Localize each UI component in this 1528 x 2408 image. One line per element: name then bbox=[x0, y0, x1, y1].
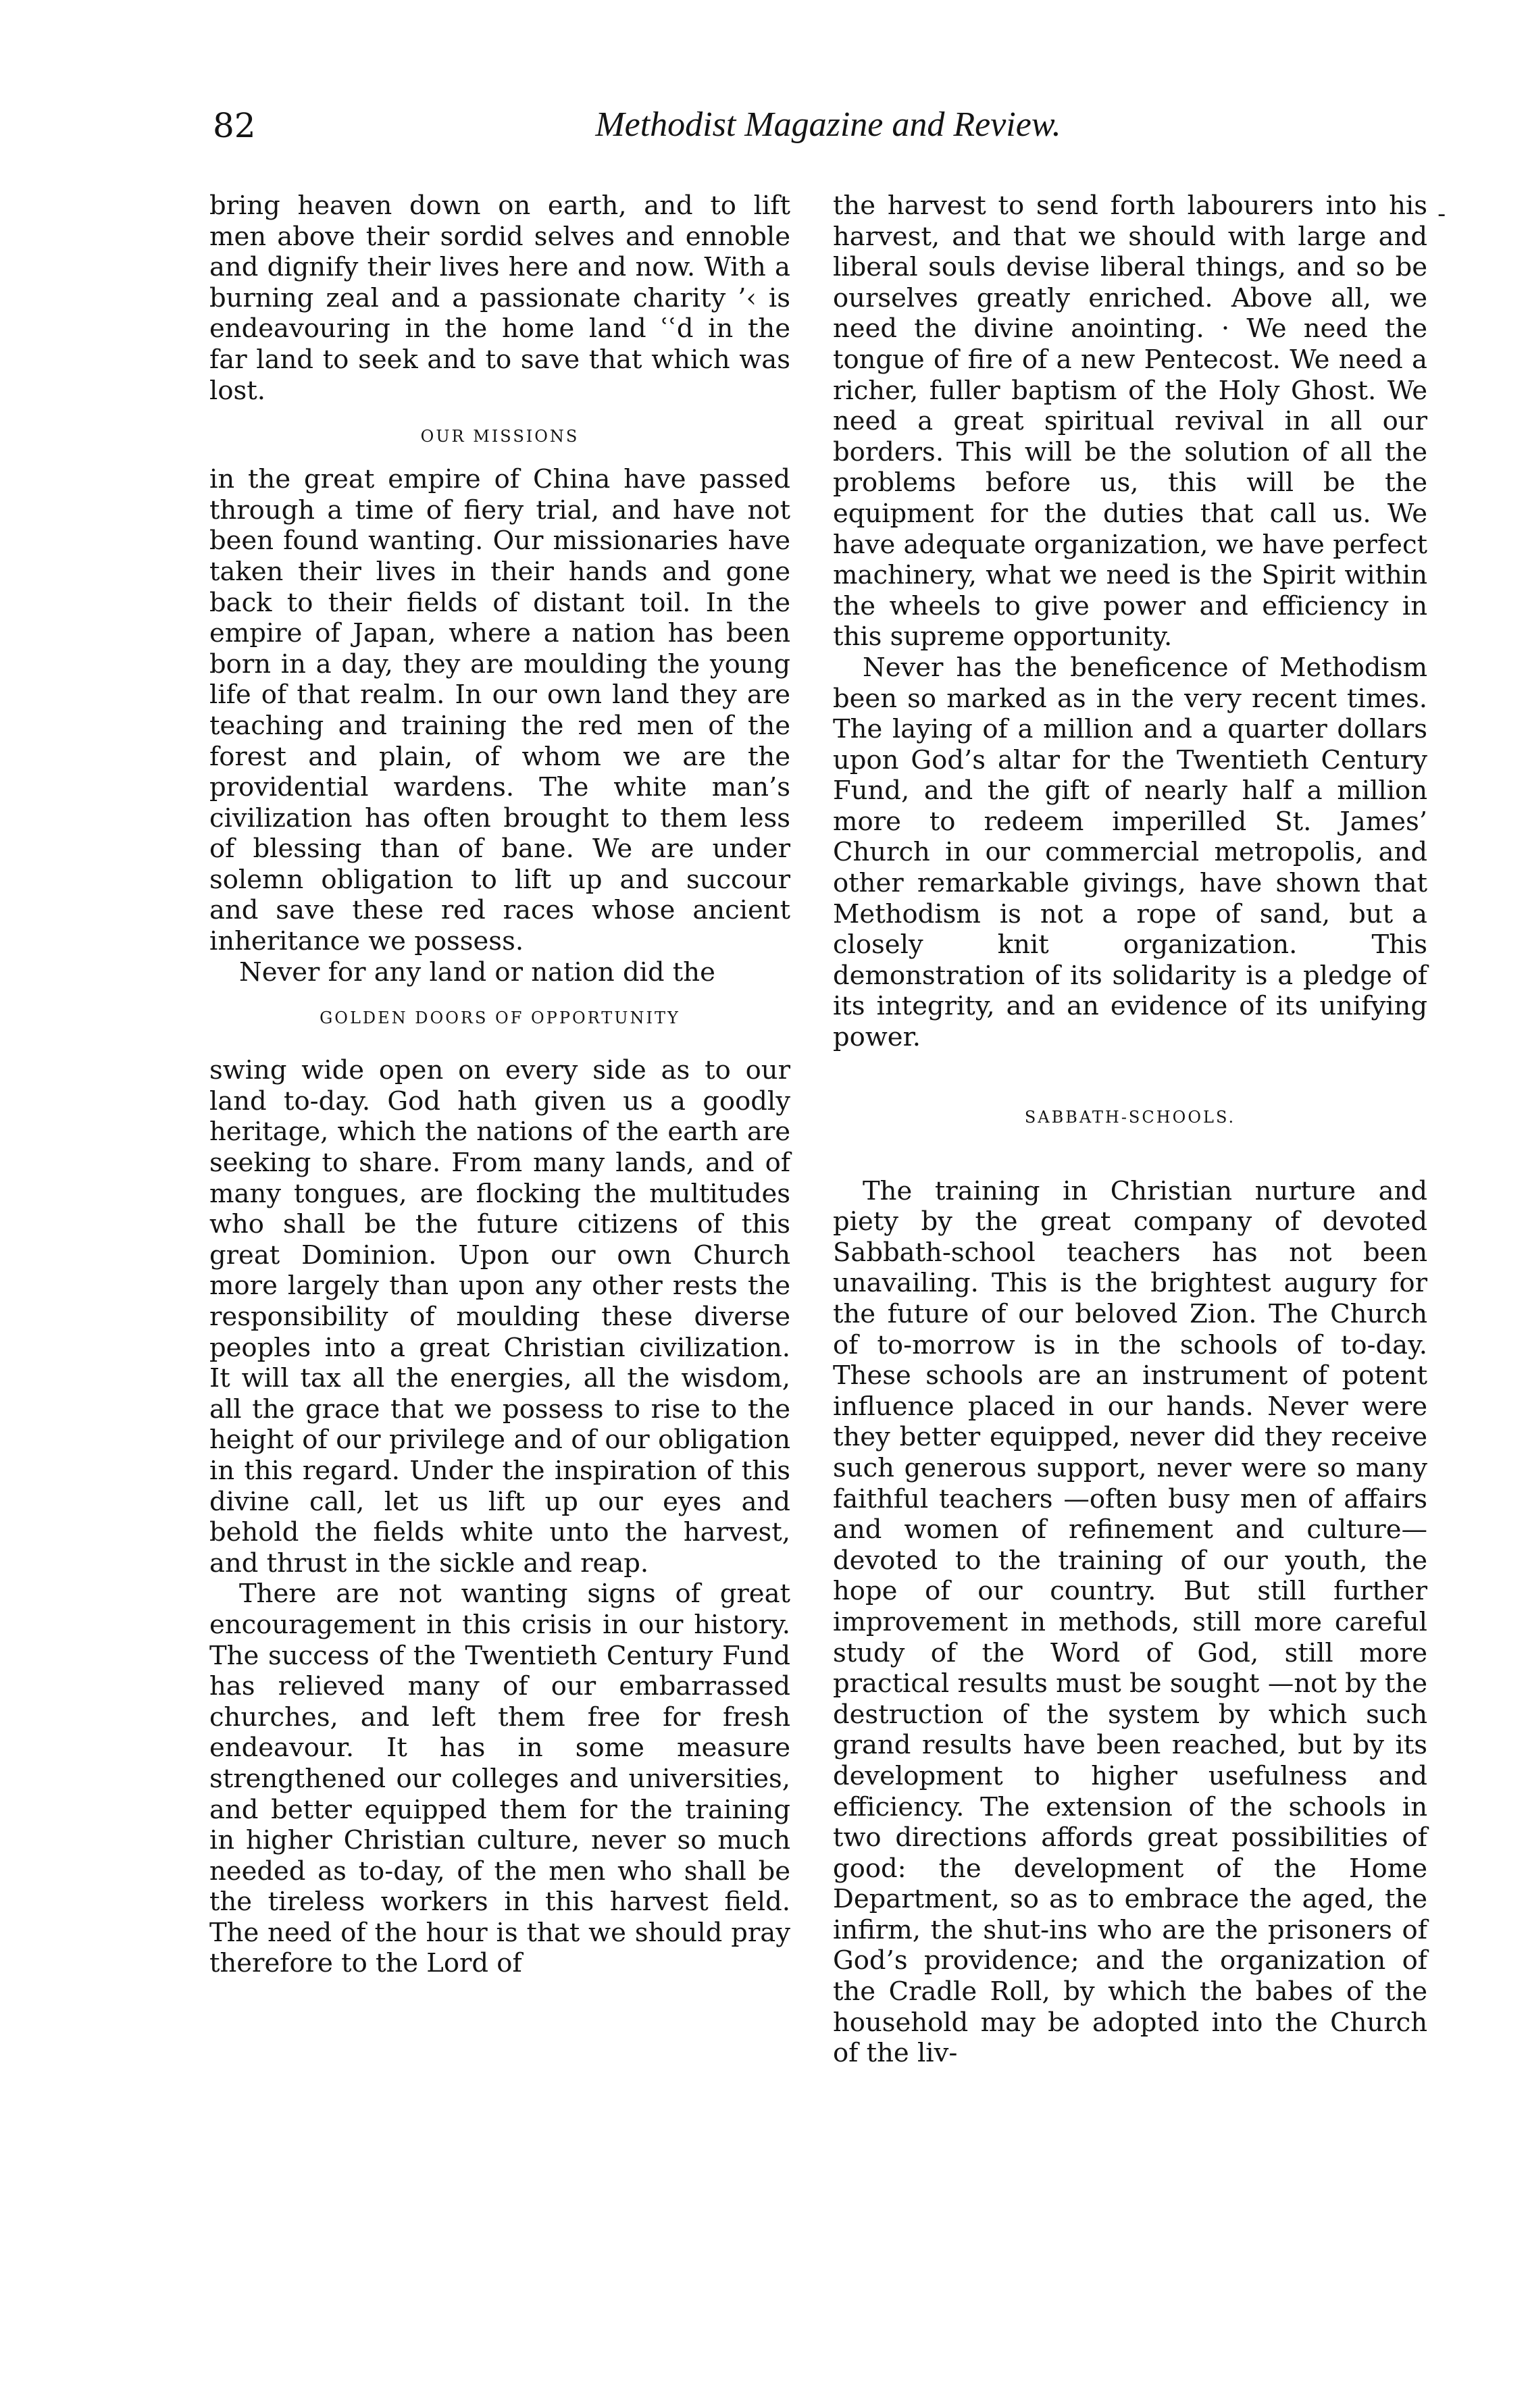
section-heading-golden-doors: GOLDEN DOORS OF OPPORTUNITY bbox=[320, 1008, 680, 1028]
left-paragraph-2: in the great empire of China have passed through a time of fiery trial, and have not been found wanting. Our missionaries have taken their lives in their hands and gone back to their fields of distant toil. In the empire of Japan, where a nation has been born in a day, they are moulding the young life of that realm. In our own land they are teaching and training the red men of the forest and plain, of whom we are the providential wardens. The white man’s civilization has often brought to them less of blessing than of bane. We are under solemn obligation to lift up and succour and save these red races whose ancient inheritance we possess. bbox=[209, 464, 790, 957]
left-column bbox=[209, 190, 790, 1979]
right-paragraph-2: Never has the beneficence of Methodism been so marked as in the very recent times. The laying of a million and a quarter dollars upon God’s altar for the Twentieth Century Fund, and the gift of nearly half a million more to redeem imperilled St. James’ Church in our commercial metropolis, and other remarkable givings, have shown that Methodism is not a rope of sand, but a closely knit organization. This demonstration of its solidarity is a pledge of its integrity, and an evidence of its unifying power. bbox=[833, 652, 1427, 1053]
section-heading-sabbath-schools: SABBATH-SCHOOLS. bbox=[1024, 1107, 1236, 1127]
section-heading-our-missions: OUR MISSIONS bbox=[420, 427, 580, 446]
left-paragraph-4: swing wide open on every side as to our land to-day. God hath given us a goodly heritage, which the nations of the earth are seeking to share. From many lands, and of many tongues, are flocking the multitudes who shall be the future citizens of this great Dominion. Upon our own Church more largely than upon any other rests the responsibility of moulding these diverse peoples into a great Christian civilization. It will tax all the energies, all the wisdom, all the grace that we possess to rise to the height of our privilege and of our obligation in this regard. Under the inspiration of this divine call, let us lift up our eyes and behold the fields white unto the harvest, and thrust in the sickle and reap. bbox=[209, 1055, 790, 1579]
left-paragraph-5: There are not wanting signs of great encouragement in this crisis in our history. The success of the Twentieth Century Fund has relieved many of our embarrassed churches, and left them free for fresh endeavour. It has in some measure strengthened our colleges and universities, and better equipped them for the training in higher Christian culture, never so much needed as to-day, of the men who shall be the tireless workers in this harvest field. The need of the hour is that we should pray therefore to the Lord of bbox=[209, 1579, 790, 1979]
right-paragraph-3: The training in Christian nurture and piety by the great company of devoted Sabbath-school teachers has not been unavailing. This is the brightest augury for the future of our beloved Zion. The Church of to-morrow is in the schools of to-day. These schools are an instrument of potent influence placed in our hands. Never were they better equipped, never did they receive such generous support, never were so many faithful teachers —often busy men of affairs and women of refinement and culture—devoted to the training of our youth, the hope of our country. But still further improvement in methods, still more careful study of the Word of God, still more practical results must be sought —not by the destruction of the system by which such grand results have been reached, but by its development to higher usefulness and efficiency. The extension of the schools in two directions affords great possibilities of good: the development of the Home Department, so as to embrace the aged, the infirm, the shut-ins who are the prisoners of God’s providence; and the organization of the Cradle Roll, by which the babes of the household may be adopted into the Church of the liv- bbox=[833, 1175, 1427, 2069]
left-paragraph-1: bring heaven down on earth, and to lift men above their sordid selves and ennoble and dignify their lives here and now. With a burning zeal and a passionate charity ’‹ is endeavouring in the home land ʿʿd in the far land to seek and to save that which was lost. bbox=[209, 190, 790, 406]
stray-mark: - bbox=[1437, 201, 1446, 228]
running-title: Methodist Magazine and Review. bbox=[595, 105, 1061, 144]
page-number: 82 bbox=[213, 106, 256, 145]
left-paragraph-3: Never for any land or nation did the bbox=[239, 956, 715, 988]
right-paragraph-1: the harvest to send forth labourers into his harvest, and that we should with large and liberal souls devise liberal things, and so be ourselves greatly enriched. Above all, we need the divine anointing. · We need the tongue of fire of a new Pentecost. We need a richer, fuller baptism of the Holy Ghost. We need a great spiritual revival in all our borders. This will be the solution of all the problems before us, this will be the equipment for the duties that call us. We have adequate organization, we have perfect machinery, what we need is the Spirit within the wheels to give power and efficiency in this supreme opportunity. bbox=[833, 190, 1427, 652]
right-column bbox=[833, 190, 1427, 2069]
